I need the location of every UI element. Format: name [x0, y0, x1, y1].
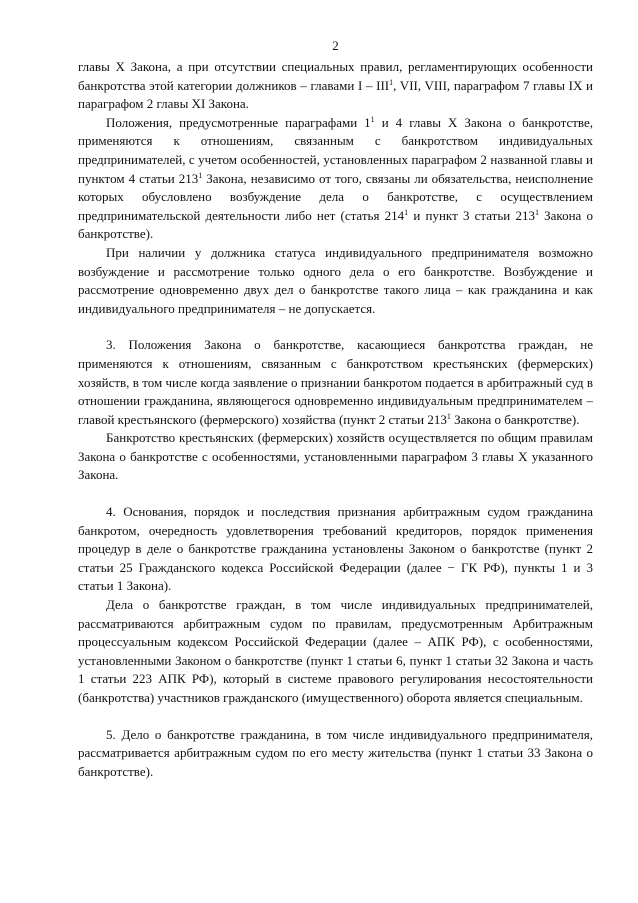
paragraph-continuation [78, 58, 593, 114]
superscript: 1 [389, 77, 394, 87]
superscript: 1 [404, 207, 409, 217]
page-number: 2 [332, 38, 339, 53]
text-run: Закона, независимо от того, связаны ли обязательства, неисполнение которых обусловлено возбуждение дела о банкротстве, с осуществлением предпринимательской деятельности либо нет (статья 214 [78, 170, 593, 223]
text-run: , VII, VIII, параграфом 7 главы IX и параграфом 2 главы XI Закона. [78, 77, 593, 112]
paragraph-gap [78, 708, 593, 726]
paragraph-single-case: При наличии у должника статуса индивидуального предпринимателя возможно возбуждение и рассмотрение только одного дела о его банкротстве. Возбуждение и рассмотрение одновременно двух дел о банкротстве такого лица – как гражданина и как индивидуального предпринимателя – не допускается. [78, 244, 593, 316]
paragraph-section-4: 4. Основания, порядок и последствия признания арбитражным судом гражданина банкротом, очередность удовлетворения требований кредиторов, порядок применения процедур в деле о банкротстве гражданина установлены Законом о банкротстве (пункт 2 статьи 25 Гражданского кодекса Российской Федерации (далее − ГК РФ), пункты 1 и 3 статьи 1 Закона). [78, 504, 593, 594]
text-run: главы X Закона, а при отсутствии специальных правил, регламентирующих особенности банкротства этой категории должников – главами I – III [78, 59, 593, 93]
text-run: 3. Положения Закона о банкротстве, касающиеся банкротства граждан, не применяются к отношениям, связанным с банкротством крестьянских (фермерских) хозяйств, в том числе когда заявление о признании банкротом подается в арбитражный суд в отношении гражданина, являющегося одновременно индивидуальным предпринимателем – главой крестьянского (фермерского) хозяйства (пункт 2 статьи 213 [78, 337, 593, 427]
paragraph-court-cases: Дела о банкротстве граждан, в том числе индивидуальных предпринимателей, рассматриваются арбитражным судом по правилам, предусмотренным Арбитражным процессуальным кодексом Российской Федерации (далее – АПК РФ), с особенностями, установленными Законом о банкротстве (пункт 1 статьи 6, пункт 1 статьи 32 Закона и часть 1 статьи 223 АПК РФ), который в системе правового регулирования несостоятельности (банкротства) участников гражданского (имущественного) оборота является специальным. [78, 597, 593, 705]
paragraph-section-5: 5. Дело о банкротстве гражданина, в том числе индивидуального предпринимателя, рассматривается арбитражным судом по его месту жительства (пункт 1 статьи 33 Закона о банкротстве). [78, 726, 593, 779]
text-run: и 4 главы X Закона о банкротстве, применяются к отношениям, связанным с банкротством индивидуальных предпринимателей, с учетом особенностей, установленных параграфом 2 названной главы и пунктом 4 статьи 213 [78, 114, 593, 186]
paragraph-gap [78, 485, 593, 503]
superscript: 1 [534, 207, 539, 217]
paragraph-gap [78, 318, 593, 336]
superscript: 1 [198, 170, 203, 180]
superscript: 1 [370, 114, 375, 124]
superscript: 1 [446, 411, 451, 421]
paragraph-provisions [78, 114, 593, 244]
text-run: и пункт 3 статьи 213 [408, 207, 535, 223]
paragraph-farm-bankruptcy: Банкротство крестьянских (фермерских) хозяйств осуществляется по общим правилам Закона о банкротстве с особенностями, установленными параграфом 3 главы X указанного Закона. [78, 430, 593, 483]
paragraph-section-3 [78, 336, 593, 429]
text-run: Положения, предусмотренные параграфами 1 [106, 114, 371, 130]
text-run: Закона о банкротстве). [78, 207, 594, 242]
text-run: Закона о банкротстве). [450, 411, 580, 427]
